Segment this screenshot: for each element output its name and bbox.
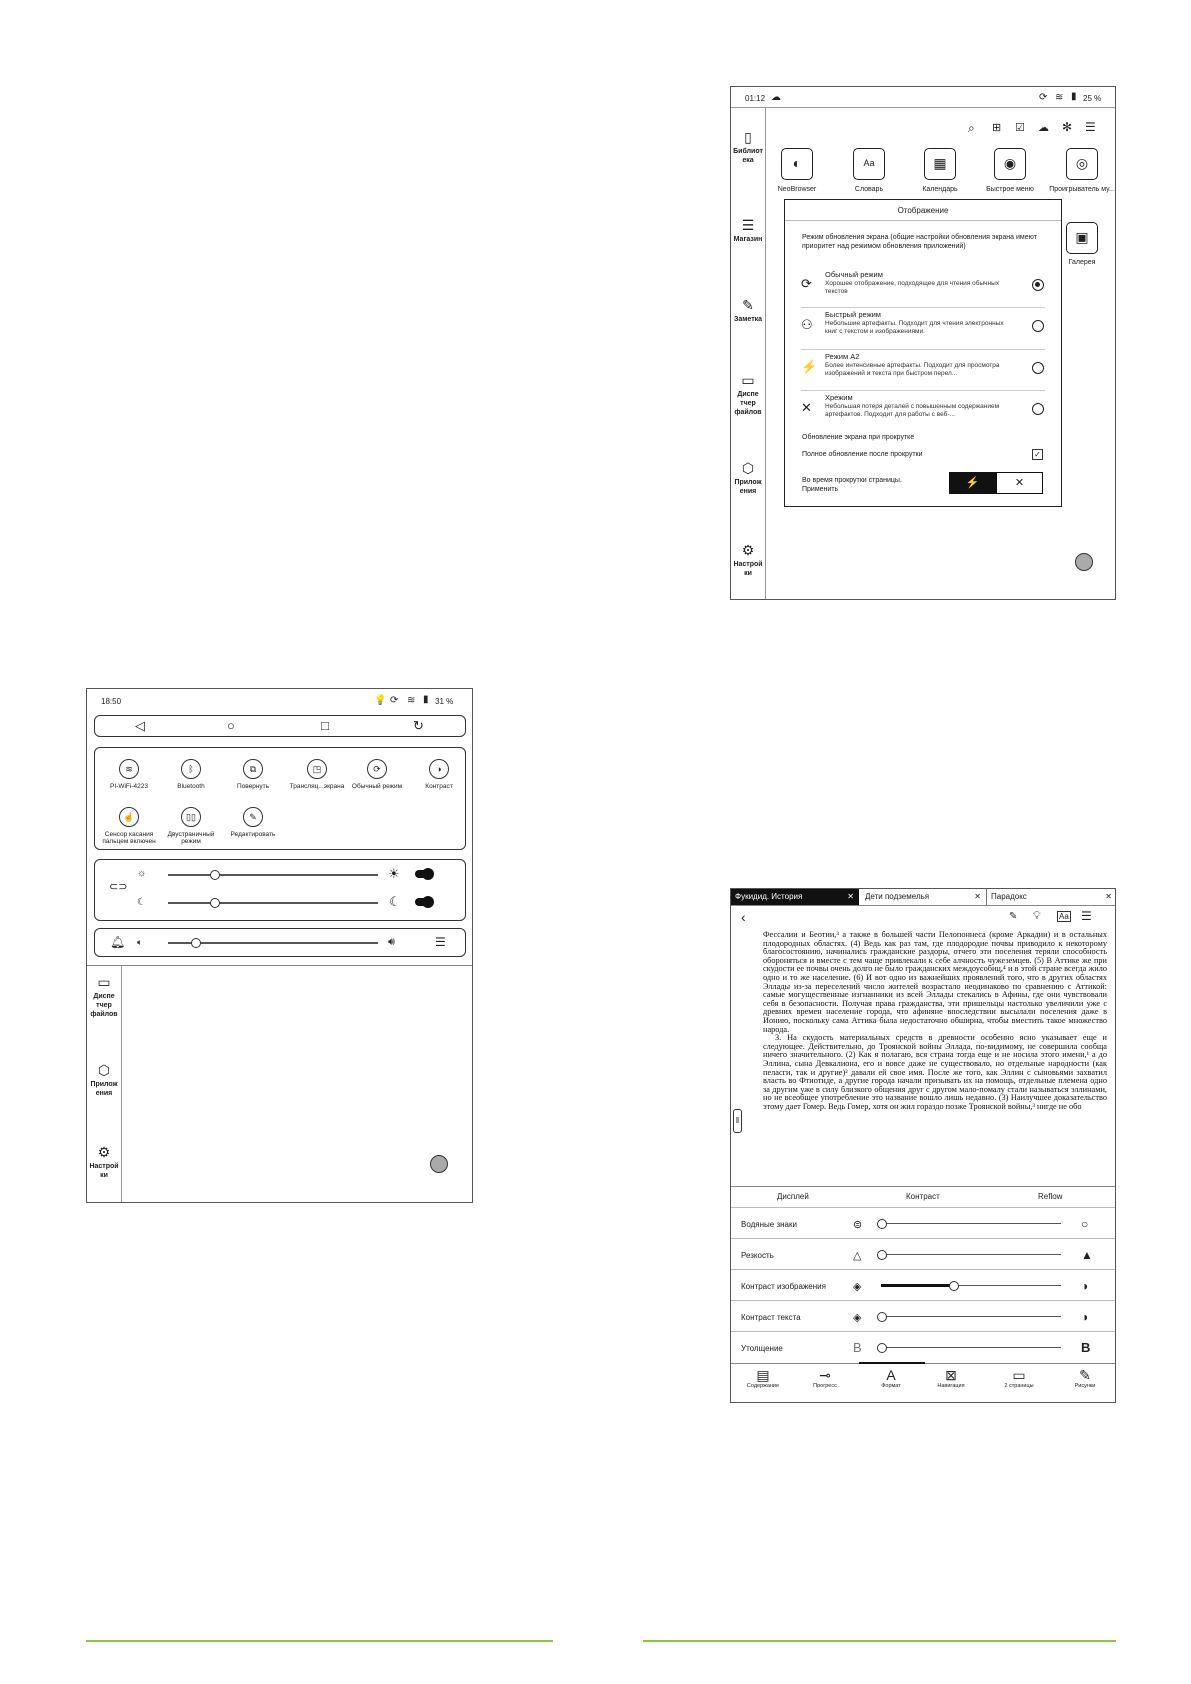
- volume-low-icon: 🔈︎: [137, 937, 143, 947]
- mode-radio[interactable]: [1032, 320, 1044, 332]
- nav-format[interactable]: [867, 1367, 915, 1389]
- tab-contrast[interactable]: Контраст: [906, 1192, 940, 1201]
- toc-icon: ▤: [756, 1367, 770, 1383]
- sharpness-low-icon: △: [853, 1250, 862, 1262]
- nav-label: Прогресс: [813, 1383, 837, 1389]
- mode-title: Xрежим: [825, 393, 853, 402]
- close-icon[interactable]: ✕: [974, 892, 981, 901]
- tile-label: Контраст: [425, 783, 453, 790]
- dual-page-icon: ▯▯: [181, 807, 201, 827]
- row-watermark: [731, 1208, 1116, 1239]
- volume-panel: [94, 928, 466, 957]
- tile-wifi[interactable]: [99, 759, 159, 790]
- nav-label: Рисунки: [1074, 1383, 1096, 1389]
- mode-x[interactable]: [785, 392, 1061, 428]
- floating-ball[interactable]: [1075, 553, 1093, 571]
- app-label: Галерея: [1068, 259, 1096, 266]
- wifi-icon: ≋: [119, 759, 139, 779]
- row-bold: [731, 1332, 1116, 1363]
- contrast-icon: ◑: [429, 759, 449, 779]
- dictionary-icon[interactable]: Aa: [853, 148, 885, 180]
- sidebar-item-library[interactable]: [731, 129, 765, 165]
- mode-radio[interactable]: [1032, 279, 1044, 291]
- tile-label: Двустраничный режим: [167, 831, 215, 845]
- close-icon[interactable]: ✕: [1105, 892, 1112, 901]
- refresh-mode-icon: ⟳: [367, 759, 387, 779]
- add-app-icon[interactable]: ⊞: [992, 122, 1002, 134]
- sun-small-icon: ☼: [137, 868, 147, 879]
- bulb-icon: 💡: [374, 695, 387, 706]
- a2-mode-icon: ⚡: [801, 359, 818, 374]
- back-icon[interactable]: ◁: [135, 718, 145, 733]
- link-icon[interactable]: ⊂⊃: [109, 881, 128, 893]
- nav-bar: [94, 715, 466, 737]
- warm-light-knob[interactable]: [210, 870, 220, 880]
- sidebar-item-label: Диспе тчер файлов: [90, 993, 118, 1018]
- sidebar-item-shop[interactable]: [731, 217, 765, 244]
- sync-icon: ⟳: [1039, 92, 1048, 103]
- contrast-rows: [731, 1208, 1116, 1364]
- paragraph: Фессалии и Беотии,³ а также в большей части Пелопоннеса (кроме Аркадии) и в остальных плодородных областях. (4) Ведь как раз там, где плодородие почвы приводило к некоторому благосостоянию, начинались гражданские раздоры, отчего эти поселения теряли способность обороняться и вместе с тем чаще привлекали к себе алчность чужеземцев. (5) В Аттике же при скудости ее почвы очень долго не было гражданских междоусобиц,⁴ и в этой стране всегда жило одно и то же население. (6) И вот одно из важнейших проявлений того, что в других областях Эллады из-за переселений число жителей возрастало неодинаково по сравнению с Аттикой: самые могущественные изгнанники из всей Эллады стекались в Афины, где они чувствовали себя в безопасности. Получая права гражданства, эти пришельцы настолько увеличили уже с древних времен население города, что афиняне впоследствии высылали поселения даже в Ионию, поскольку сама Аттика была недостаточно обширна, чтобы вместить такое множество народа.: [763, 931, 1107, 1034]
- full-refresh-checkbox[interactable]: ✓: [1032, 449, 1043, 460]
- sound-settings-icon[interactable]: ☰: [435, 935, 446, 949]
- tile-touch[interactable]: [99, 807, 159, 845]
- nav-two-pages[interactable]: [995, 1367, 1043, 1389]
- calendar-icon[interactable]: ▦: [924, 148, 956, 180]
- status-divider: [731, 107, 1116, 108]
- display-dialog: [784, 199, 1062, 507]
- sharpness-knob[interactable]: [877, 1250, 887, 1260]
- tab-label: Фукидид. История: [735, 892, 803, 901]
- scroll-fast-mode-button[interactable]: ⚡: [949, 472, 996, 494]
- screen-quick-settings: [86, 688, 473, 1203]
- note-icon: ✎: [742, 297, 754, 313]
- tile-label: Обычный режим: [351, 783, 403, 790]
- bulb-icon[interactable]: 💡︎: [1033, 910, 1041, 922]
- nav-label: Содержание: [746, 1383, 780, 1389]
- sidebar-item-label: Настрой ки: [733, 561, 763, 577]
- touch-icon: ☝: [119, 807, 139, 827]
- row-label: Резкость: [741, 1251, 774, 1260]
- refresh-intro: Режим обновления экрана (общие настройки обновления экрана имеют приоритет над режимом обновления приложений): [802, 234, 1037, 250]
- image-contrast-low-icon: ◈: [853, 1281, 862, 1293]
- folder-icon: ▭: [97, 974, 111, 990]
- screen-display-settings: [730, 86, 1116, 600]
- tile-dual-page[interactable]: [161, 807, 221, 845]
- edit-icon: ✎: [243, 807, 263, 827]
- nav-drawing[interactable]: [1061, 1367, 1109, 1389]
- sidebar-item-label: Прилож ения: [90, 1081, 118, 1097]
- drawing-icon: ✎: [1079, 1367, 1091, 1383]
- tab-reflow[interactable]: Reflow: [1038, 1192, 1063, 1201]
- bold-high-icon: B: [1081, 1340, 1091, 1355]
- checklist-icon[interactable]: ☑: [1015, 122, 1025, 134]
- settings-icon: ⚙: [741, 542, 755, 558]
- app-label: NeoBrowser: [777, 186, 817, 193]
- sharpness-slider[interactable]: [881, 1254, 1061, 1255]
- freeze-icon[interactable]: ✻: [1062, 120, 1073, 134]
- apps-icon: ⬡: [97, 1062, 111, 1078]
- panel-divider: [731, 1186, 1115, 1187]
- mode-a2[interactable]: [785, 351, 1061, 387]
- tile-bluetooth[interactable]: [161, 759, 221, 790]
- sidebar-item-label: Диспе тчер файлов: [734, 391, 762, 416]
- x-mode-icon: ✕: [801, 400, 812, 415]
- cloud-download-icon[interactable]: ☁: [1038, 122, 1049, 134]
- recent-apps-icon[interactable]: □: [321, 718, 329, 733]
- image-contrast-fill: [881, 1284, 953, 1287]
- battery-level: 31 %: [435, 697, 454, 706]
- close-icon[interactable]: ✕: [847, 892, 854, 901]
- watermark-max-icon: ○: [1081, 1217, 1089, 1231]
- cast-icon: ◳: [307, 759, 327, 779]
- fast-mode-icon: ⚇: [801, 317, 813, 332]
- neobrowser-icon[interactable]: ◐: [781, 148, 813, 180]
- moon-small-icon: ☾: [137, 897, 146, 908]
- text-contrast-high-icon: ◑: [1081, 1310, 1089, 1324]
- battery-icon: ▮: [423, 694, 429, 705]
- text-contrast-slider[interactable]: [881, 1316, 1061, 1317]
- nav-label: Формат: [881, 1383, 901, 1389]
- row-text-contrast: [731, 1301, 1116, 1332]
- bell-icon[interactable]: 🔔︎: [110, 935, 126, 949]
- bold-low-icon: B: [853, 1340, 862, 1355]
- mode-title: Обычный режим: [825, 270, 883, 279]
- sidebar-item-files[interactable]: [87, 974, 121, 1019]
- row-image-contrast: [731, 1270, 1116, 1301]
- mode-desc: Более интенсивные артефакты. Подходит для просмотра изображений и текста при быстром перел...: [825, 362, 1000, 377]
- separator: [801, 349, 1045, 350]
- tile-label: Трансляц...экрана: [289, 783, 345, 790]
- nav-progress[interactable]: [801, 1367, 849, 1389]
- home-icon[interactable]: ○: [227, 718, 235, 733]
- tile-cast[interactable]: [285, 759, 349, 790]
- tile-refresh-mode[interactable]: [347, 759, 407, 790]
- screen-reader-contrast: [730, 888, 1116, 1403]
- menu-icon[interactable]: ☰: [1081, 909, 1092, 923]
- battery-icon: ▮: [1071, 91, 1077, 102]
- separator: [801, 390, 1045, 391]
- text-contrast-knob[interactable]: [877, 1312, 887, 1322]
- row-label: Контраст изображения: [741, 1282, 826, 1291]
- search-icon[interactable]: ⌕: [968, 121, 975, 135]
- sidebar-item-apps[interactable]: [731, 460, 765, 496]
- apps-icon: ⬡: [741, 460, 755, 476]
- mode-normal[interactable]: [785, 268, 1061, 304]
- status-time: 18:50: [101, 697, 122, 706]
- wifi-icon: ≋: [407, 695, 416, 706]
- two-pages-icon: ▭: [1012, 1367, 1026, 1383]
- tile-edit[interactable]: [223, 807, 283, 838]
- row-sharpness: [731, 1239, 1116, 1270]
- mode-desc: Хорошее отображение, подходящее для чтения обычных текстов: [825, 280, 1000, 295]
- library-icon: ▯: [744, 129, 752, 145]
- sidebar-item-label: Прилож ения: [734, 479, 762, 495]
- scroll-refresh-heading: Обновление экрана при прокрутке: [802, 434, 915, 441]
- nav-navigation[interactable]: [927, 1367, 975, 1389]
- sidebar-item-label: Заметка: [733, 316, 763, 323]
- image-contrast-knob[interactable]: [949, 1281, 959, 1291]
- sidebar-item-note[interactable]: [731, 297, 765, 324]
- tile-label: PI-WiFi-4223: [110, 783, 148, 790]
- sidebar-divider: [121, 966, 122, 1203]
- nav-label: 2 страницы: [1004, 1383, 1034, 1389]
- cold-light-knob[interactable]: [210, 898, 220, 908]
- sidebar-item-settings[interactable]: [731, 542, 765, 578]
- tab-label: Дети подземелья: [865, 892, 930, 901]
- cloud-icon: ☁: [771, 92, 781, 103]
- nav-toc[interactable]: [739, 1367, 787, 1389]
- shade-divider: [87, 965, 472, 966]
- warm-light-toggle[interactable]: [415, 870, 433, 878]
- music-player-icon[interactable]: ◎: [1066, 148, 1098, 180]
- nav-active-indicator: [859, 1362, 925, 1364]
- sidebar-item-label: Библиот ека: [733, 148, 763, 164]
- tile-rotate[interactable]: [223, 759, 283, 790]
- full-refresh-label: Полное обновление после прокрутки: [802, 451, 923, 458]
- moon-large-icon: ☾: [389, 894, 401, 909]
- menu-icon[interactable]: ☰: [1085, 120, 1096, 134]
- back-icon[interactable]: ‹: [741, 909, 746, 925]
- warm-light-slider[interactable]: [168, 874, 378, 876]
- app-label: Проигрыватель му...: [1049, 186, 1115, 193]
- tab-book-1[interactable]: [731, 889, 859, 905]
- bluetooth-icon: ᛒ: [181, 759, 201, 779]
- tab-divider: [731, 905, 1115, 906]
- image-contrast-high-icon: ◑: [1081, 1279, 1089, 1293]
- sun-large-icon: ☀: [388, 866, 400, 881]
- tile-contrast[interactable]: [409, 759, 469, 790]
- nav-label: Навигация: [937, 1383, 965, 1389]
- wifi-icon: ≋: [1055, 92, 1064, 103]
- progress-icon: ⊸: [819, 1367, 831, 1383]
- dictionary-icon[interactable]: Aa: [1059, 912, 1069, 921]
- sidebar-item-settings[interactable]: [87, 1144, 121, 1180]
- sidebar-item-files[interactable]: [731, 372, 765, 417]
- paragraph: 3. На скудость материальных средств в древности особенно ясно указывает еще и следующее. Действительно, до Троянской войны Эллада, по-видимому, не совершила сообща ничего значительного. (2) Как я полагаю, вся страна тогда еще и не носила этого имени,¹ а до Эллина, сына Девкалиона, его и вовсе даже не существовало, но отдельные народности (как пеласги, так и другие)² давали ей свое имя. После же того, как Эллин с сыновьями захватил власть во Фтиотиде, а другие города начали призывать их на помощь, отдельные племена одно за другим уже в силу близкого общения друг с другом мало-помалу стали называться эллинами, но не всеобщее употребление это название вошло лишь недавно. (3) Наилучшее доказательство этому дает Гомер. Ведь Гомер, хотя он жил гораздо позже Троянской войны,³ нигде не обо: [763, 1033, 1107, 1111]
- bold-slider[interactable]: [881, 1347, 1061, 1348]
- sidebar-divider: [765, 108, 766, 600]
- mode-title: Быстрый режим: [825, 310, 881, 319]
- tab-book-2[interactable]: [861, 889, 987, 905]
- mode-radio[interactable]: [1032, 362, 1044, 374]
- refresh-icon[interactable]: ↻: [413, 718, 424, 733]
- frontlight-panel: [94, 859, 466, 921]
- sharpness-high-icon: ▲: [1081, 1248, 1093, 1262]
- tile-label: Сенсор касания пальцем включен: [102, 831, 156, 845]
- mode-radio[interactable]: [1032, 403, 1044, 415]
- floating-ball[interactable]: [430, 1155, 448, 1173]
- battery-level: 25 %: [1083, 94, 1102, 103]
- tab-display[interactable]: Дисплей: [777, 1192, 809, 1201]
- shop-icon: ☰: [741, 217, 755, 233]
- mode-desc: Небольшая потеря деталей с повышенным содержанием артефактов. Подходит для работы с веб-...: [825, 403, 1000, 418]
- app-label: Словарь: [854, 186, 884, 193]
- cold-light-toggle[interactable]: [415, 898, 433, 906]
- sidebar-item-apps[interactable]: [87, 1062, 121, 1098]
- bookmark-edit-icon[interactable]: ✎: [1009, 911, 1018, 922]
- scroll-x-mode-button[interactable]: ✕: [996, 472, 1043, 494]
- normal-mode-icon: ⟳: [801, 276, 812, 291]
- during-scroll-label: Во время прокрутки страницы. Применить: [802, 477, 902, 493]
- tab-book-3[interactable]: [987, 889, 1116, 905]
- row-label: Утолщение: [741, 1344, 783, 1353]
- row-label: Контраст текста: [741, 1313, 801, 1322]
- quick-tiles-panel: [94, 747, 466, 850]
- tab-label: Парадокс: [991, 892, 1027, 901]
- gallery-icon[interactable]: ▣: [1066, 222, 1098, 254]
- watermark-slider[interactable]: [881, 1223, 1061, 1224]
- tile-label: Повернуть: [236, 783, 270, 790]
- dialog-divider: [785, 220, 1061, 221]
- dialog-title: Отображение: [897, 206, 949, 215]
- sidebar-item-label: Магазин: [733, 236, 763, 243]
- volume-high-icon: 🔊︎: [388, 936, 395, 948]
- navigation-icon: ⊠: [945, 1367, 957, 1383]
- mode-desc: Небольшие артефакты. Подходит для чтения электронных книг с текстом и изображениями.: [825, 320, 1004, 335]
- tile-label: Редактировать: [230, 831, 276, 838]
- bold-knob[interactable]: [877, 1343, 887, 1353]
- accent-line-right: [643, 1640, 1116, 1642]
- book-page: [763, 931, 1107, 1181]
- accent-line-left: [86, 1640, 553, 1642]
- tile-label: Bluetooth: [177, 783, 205, 790]
- format-icon: A: [886, 1367, 896, 1383]
- rotate-icon: ⧉: [243, 759, 263, 779]
- volume-knob[interactable]: [191, 938, 201, 948]
- watermark-knob[interactable]: [877, 1219, 887, 1229]
- side-handle[interactable]: ‖: [733, 1109, 742, 1133]
- cold-light-slider[interactable]: [168, 902, 378, 904]
- app-label: Календарь: [922, 186, 958, 193]
- sync-icon: ⟳: [390, 695, 399, 706]
- quick-menu-icon[interactable]: ◉: [994, 148, 1026, 180]
- mode-fast[interactable]: [785, 309, 1061, 345]
- folder-icon: ▭: [741, 372, 755, 388]
- watermark-icon: ⊜: [853, 1219, 863, 1231]
- separator: [801, 307, 1045, 308]
- app-label: Быстрое меню: [986, 186, 1034, 193]
- mode-title: Режим A2: [825, 352, 860, 361]
- settings-icon: ⚙: [97, 1144, 111, 1160]
- status-time: 01:12: [745, 94, 766, 103]
- sidebar-item-label: Настрой ки: [89, 1163, 119, 1179]
- text-contrast-low-icon: ◈: [853, 1312, 862, 1324]
- row-label: Водяные знаки: [741, 1220, 797, 1229]
